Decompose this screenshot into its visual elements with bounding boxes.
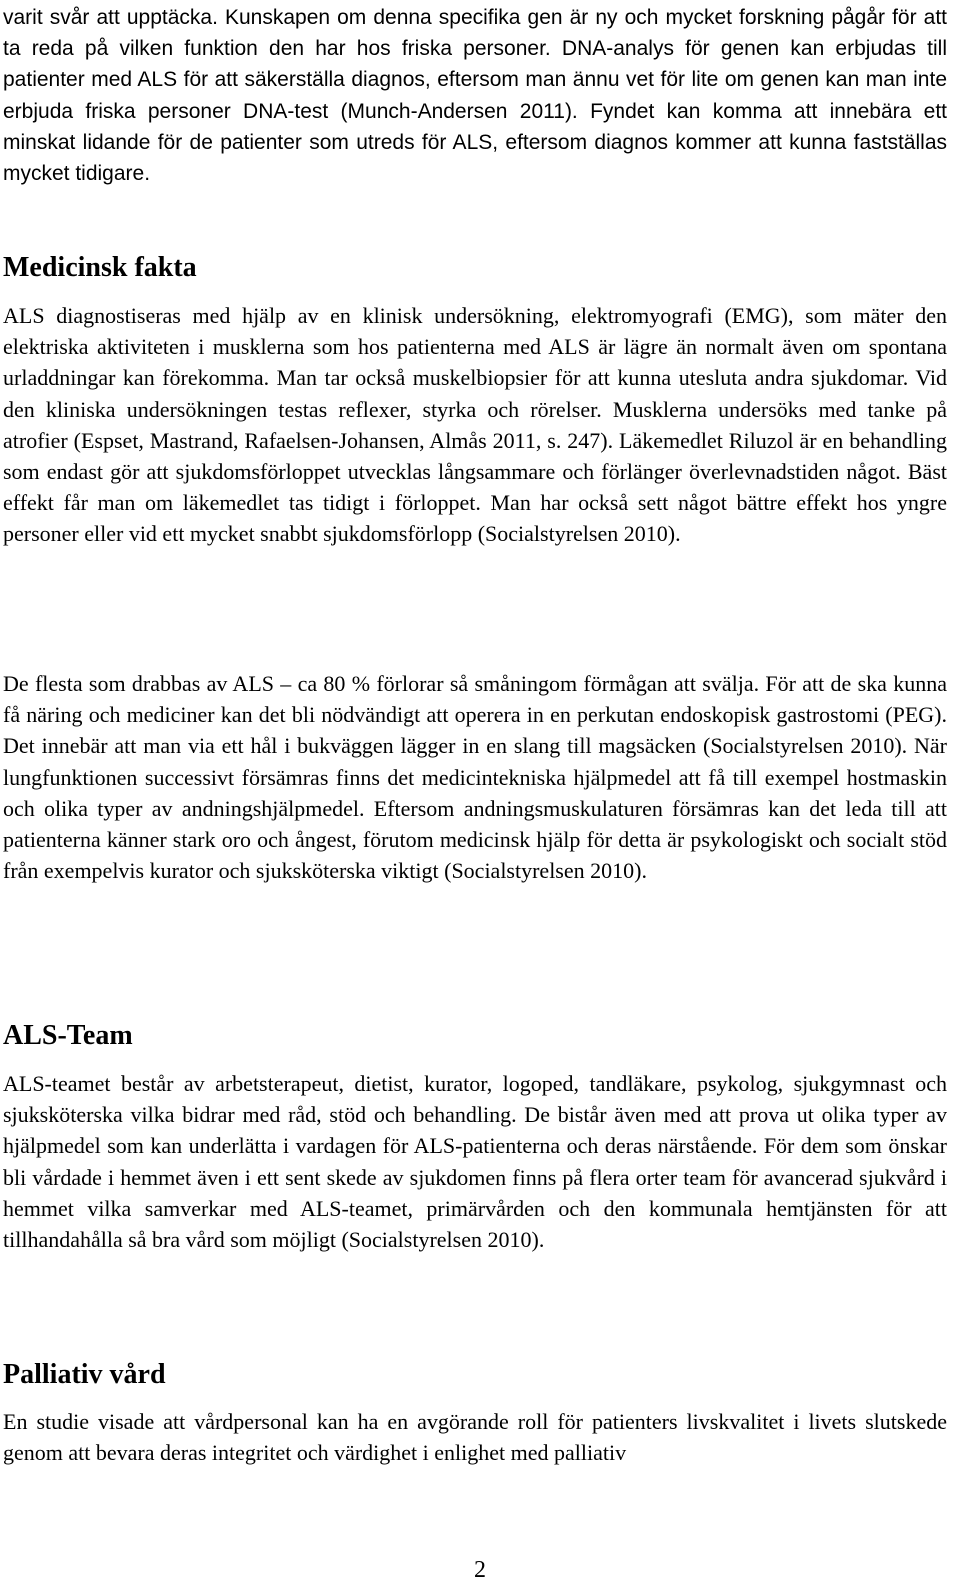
paragraph-palliativ-vard: En studie visade att vårdpersonal kan ha en avgörande roll för patienters livskvalitet i livets slutskede genom att bevara deras integritet och värdighet i enlighet med palliativ (3, 1409, 947, 1466)
section-heading-palliativ-vard: Palliativ vård (3, 1359, 166, 1390)
section-heading-medicinsk-fakta: Medicinsk fakta (3, 252, 197, 283)
page-number: 2 (474, 1557, 486, 1583)
paragraph-medicinsk-fakta-2: De flesta som drabbas av ALS – ca 80 % förlorar så småningom förmågan att svälja. För att de ska kunna få näring och mediciner kan det bli nödvändigt att operera in en perkutan endoskopisk gastrostomi (PEG). Det innebär att man via ett hål i bukväggen lägger in en slang till magsäcken (Socialstyrelsen 2010). När lungfunktionen successivt försämras finns det medicintekniska hjälpmedel att få till exempel hostmaskin och olika typer av andningshjälpmedel. Eftersom andningsmuskulaturen försämras kan det leda till att patienterna känner stark oro och ångest, förutom medicinsk hjälp för detta är psykologiskt och socialt stöd från exempelvis kurator och sjuksköterska viktigt (Socialstyrelsen 2010). (3, 671, 947, 884)
paragraph-als-team: ALS-teamet består av arbetsterapeut, dietist, kurator, logoped, tandläkare, psykolog, sjukgymnast och sjuksköterska vilka bidrar med råd, stöd och behandling. De bistår även med att prova ut olika typer av hjälpmedel som kan underlätta i vardagen för ALS-patienterna och deras närstående. För dem som önskar bli vårdade i hemmet även i ett sent skede av sjukdomen finns på flera orter team för avancerad sjukvård i hemmet vilka samverkar med ALS-teamet, primärvården och den kommunala hemtjänsten för att tillhandahålla så bra vård som möjligt (Socialstyrelsen 2010). (3, 1071, 947, 1253)
paragraph-medicinsk-fakta-1: ALS diagnostiseras med hjälp av en klinisk undersökning, elektromyografi (EMG), som mäter den elektriska aktiviteten i musklerna som hos patienterna med ALS är lägre än normalt även om spontana urladdningar kan förekomma. Man tar också muskelbiopsier för att kunna utesluta andra sjukdomar. Vid den kliniska undersökningen testas reflexer, styrka och rörelser. Musklerna undersöks med tanke på atrofier (Espset, Mastrand, Rafaelsen-Johansen, Almås 2011, s. 247). Läkemedlet Riluzol är en behandling som endast gör att sjukdomsförloppet utvecklas långsammare och förlänger överlevnadstiden något. Bäst effekt får man om läkemedlet tas tidigt i förloppet. Man har också sett något bättre effekt hos yngre personer eller vid ett mycket snabbt sjukdomsförlopp (Socialstyrelsen 2010). (3, 303, 947, 547)
section-heading-als-team: ALS-Team (3, 1020, 133, 1051)
intro-paragraph: varit svår att upptäcka. Kunskapen om denna specifika gen är ny och mycket forskning pågår för att ta reda på vilken funktion den har hos friska personer. DNA-analys för genen kan erbjudas till patienter med ALS för att säkerställa diagnos, eftersom man ännu vet för lite om genen kan man inte erbjuda friska personer DNA-test (Munch-Andersen 2011). Fyndet kan komma att innebära ett minskat lidande för de patienter som utreds för ALS, eftersom diagnos kommer att kunna fastställas mycket tidigare. (3, 6, 947, 186)
